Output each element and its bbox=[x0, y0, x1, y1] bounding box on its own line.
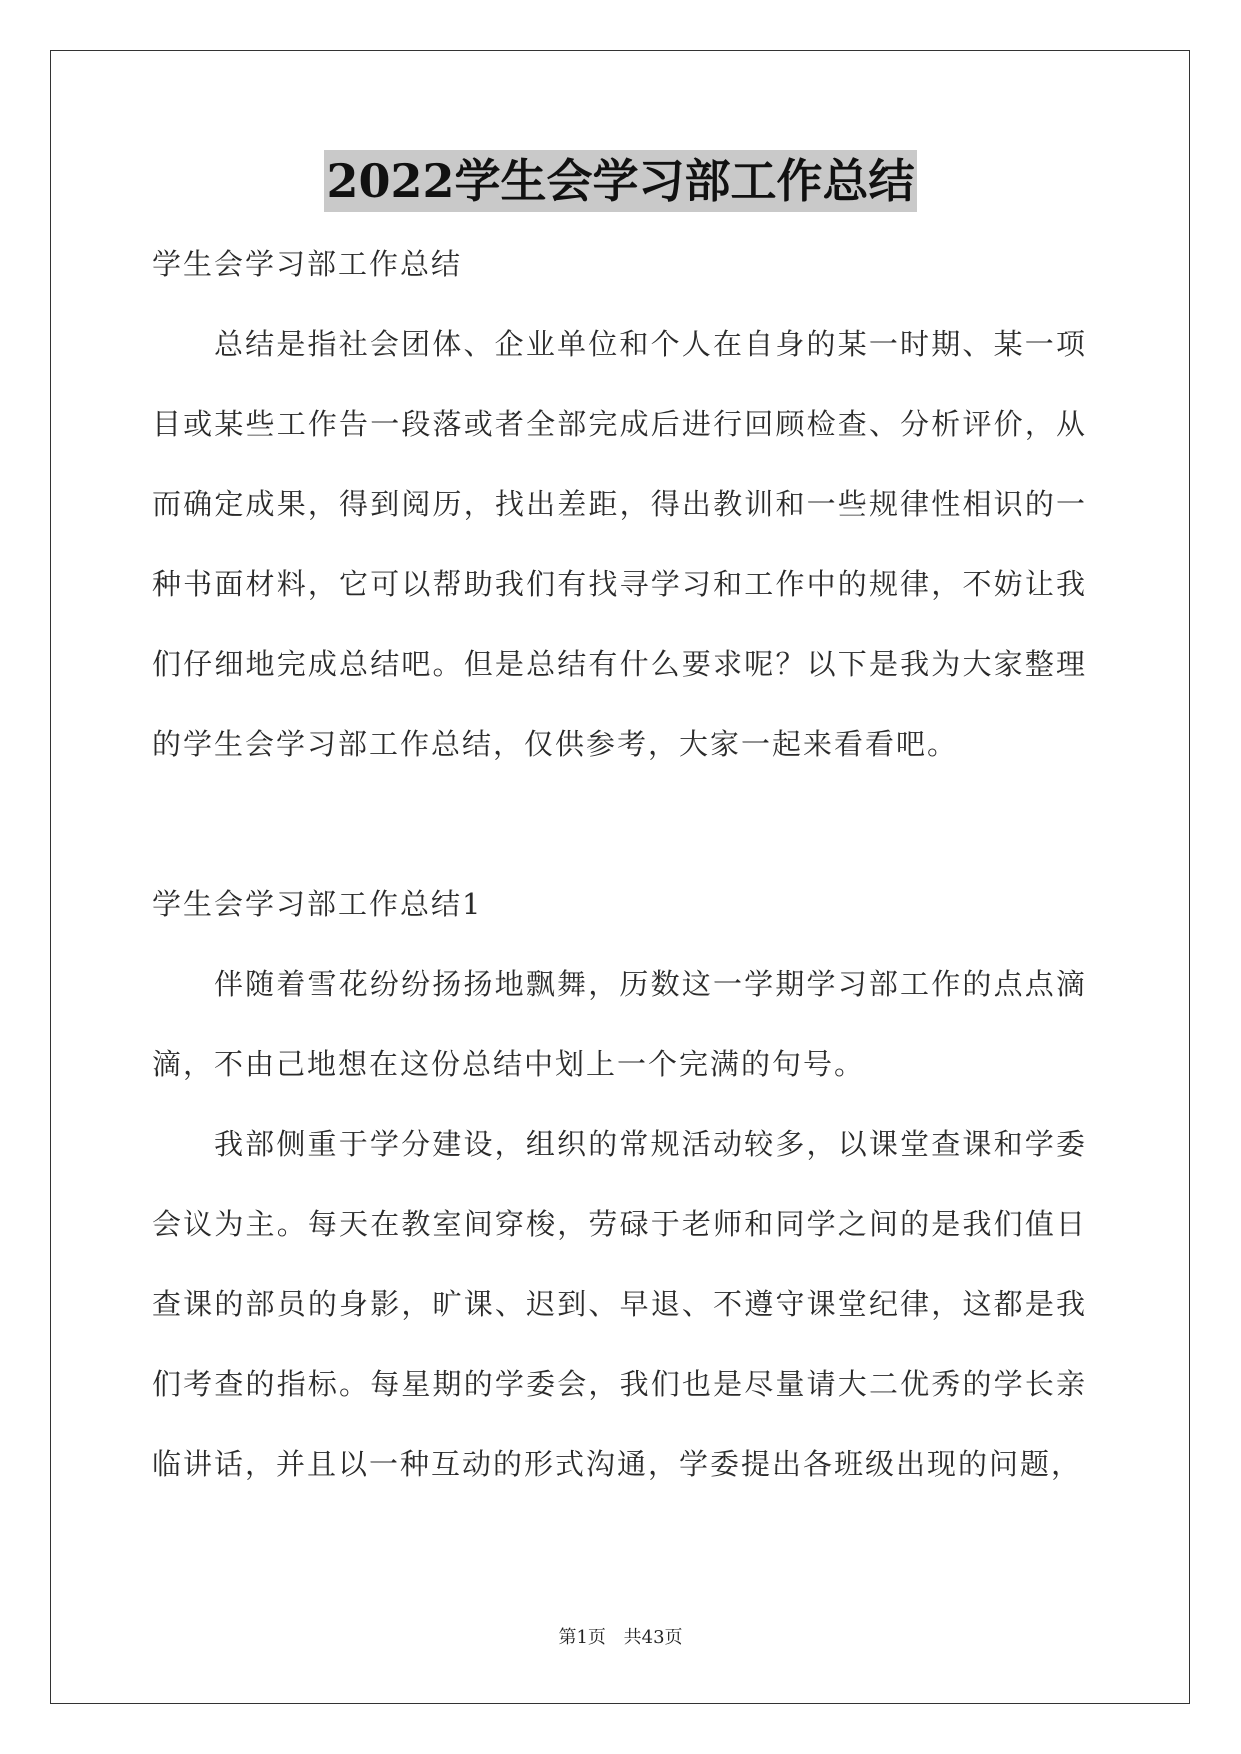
body-paragraph: 我部侧重于学分建设，组织的常规活动较多，以课堂查课和学委会议为主。每天在教室间穿梭，劳碌于老师和同学之间的是我们值日查课的部员的身影，旷课、迟到、早退、不遵守课堂纪律，这都是我们考查的指标。每星期的学委会，我们也是尽量请大二优秀的学长亲临讲话，并且以一种互动的形式沟通，学委提出各班级出现的问题， bbox=[152, 1127, 1087, 1481]
section-heading: 学生会学习部工作总结1 bbox=[152, 887, 483, 921]
body-paragraph: 伴随着雪花纷纷扬扬地飘舞，历数这一学期学习部工作的点点滴滴，不由己地想在这份总结中划上一个完满的句号。 bbox=[152, 967, 1087, 1081]
page-number: 第1页 bbox=[558, 1627, 606, 1648]
section-spacer bbox=[152, 784, 1087, 864]
page-total: 共43页 bbox=[623, 1627, 683, 1648]
intro-paragraph: 总结是指社会团体、企业单位和个人在自身的某一时期、某一项目或某些工作告一段落或者全部完成后进行回顾检查、分析评价，从而确定成果，得到阅历，找出差距，得出教训和一些规律性相识的一种书面材料，它可以帮助我们有找寻学习和工作中的规律，不妨让我们仔细地完成总结吧。但是总结有什么要求呢？以下是我为大家整理的学生会学习部工作总结，仅供参考，大家一起来看看吧。 bbox=[152, 327, 1087, 761]
page-footer bbox=[0, 1623, 1241, 1649]
document-subtitle: 学生会学习部工作总结 bbox=[152, 247, 463, 281]
document-title: 2022学生会学习部工作总结 bbox=[324, 150, 916, 212]
document-body bbox=[152, 224, 1087, 1504]
title-container bbox=[0, 150, 1241, 212]
